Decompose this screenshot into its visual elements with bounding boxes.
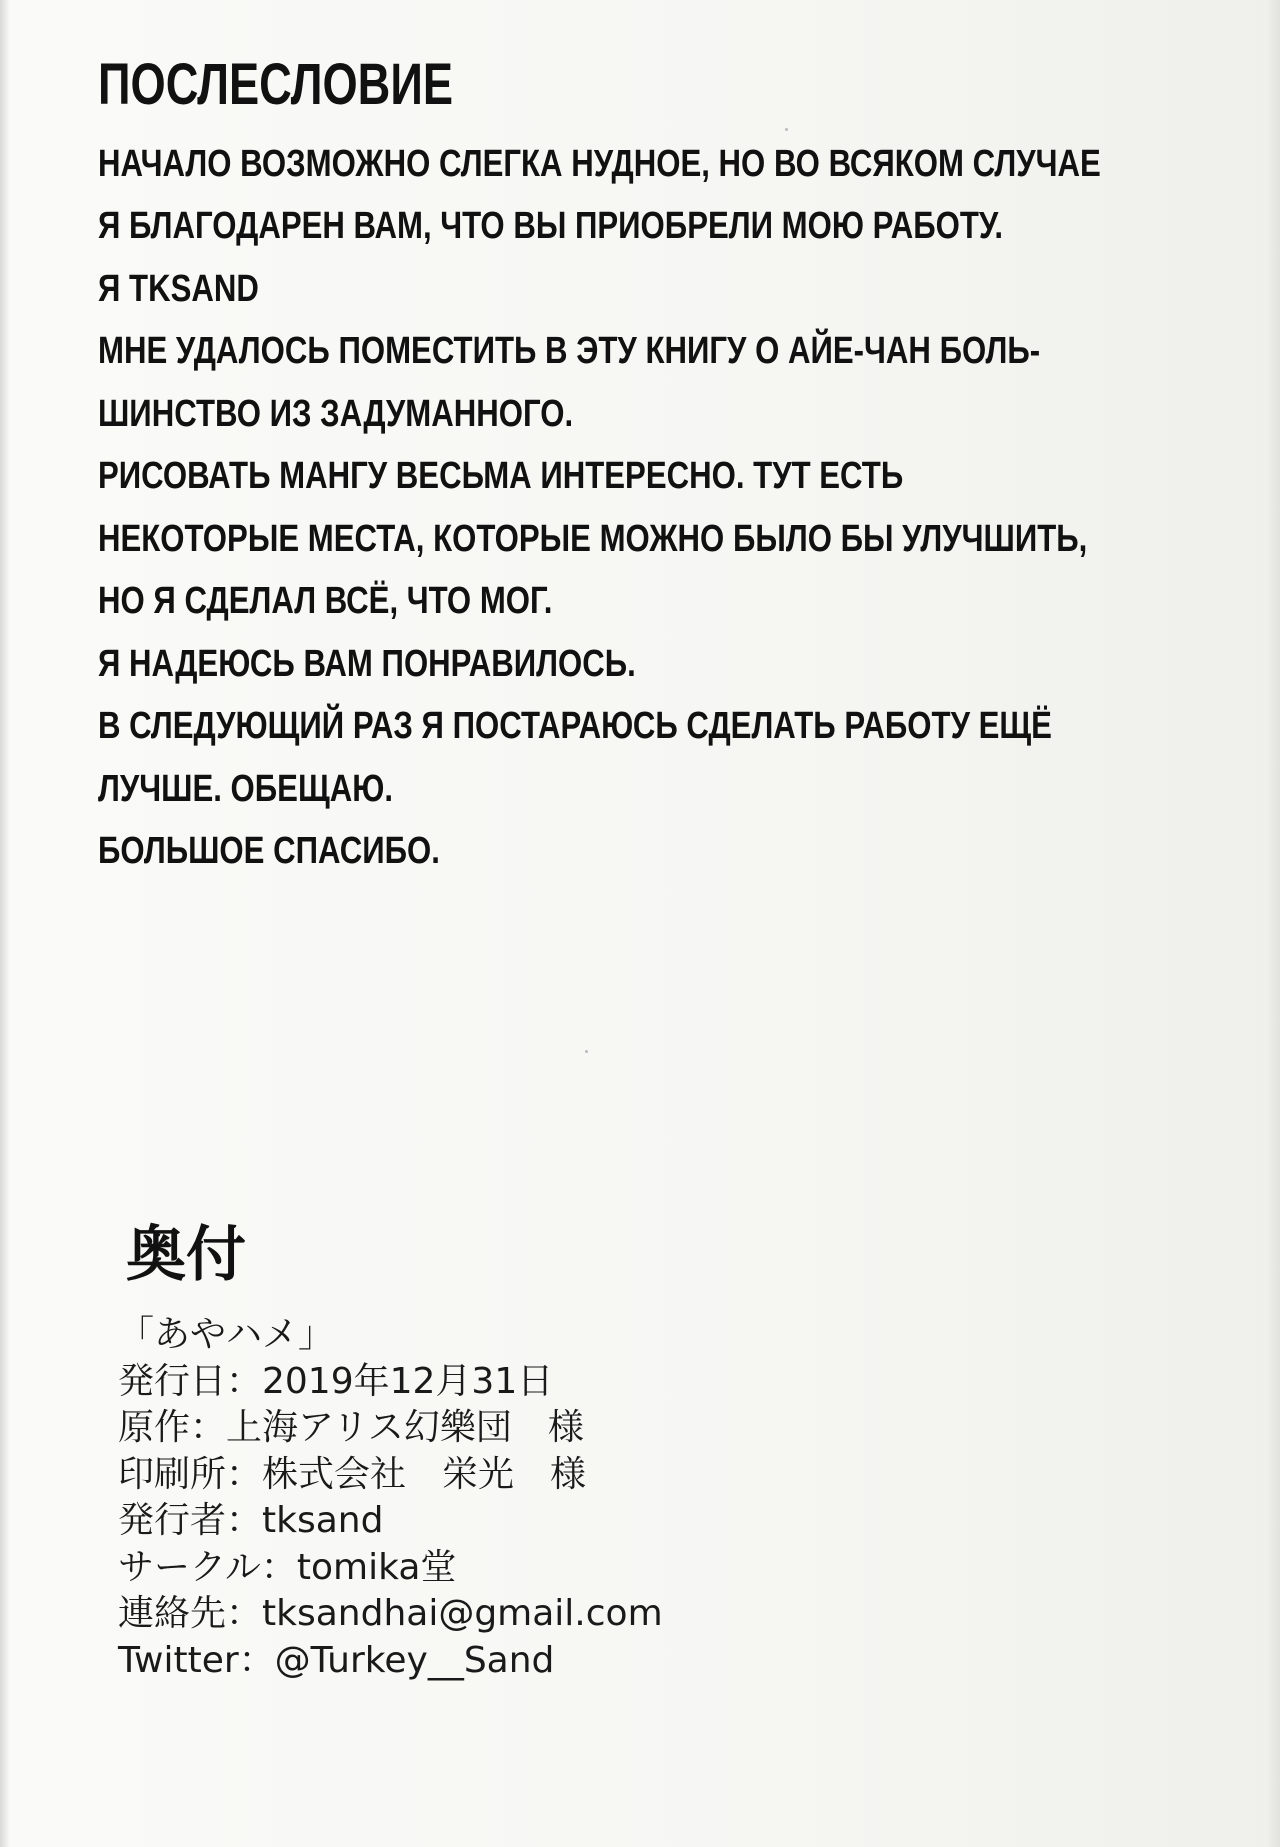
afterword-line: НЕКОТОРЫЕ МЕСТА, КОТОРЫЕ МОЖНО БЫЛО БЫ УЛУЧШИТЬ, — [98, 517, 1088, 560]
colophon-details — [118, 1312, 1018, 1684]
colophon-contact: 連絡先：tksandhai@gmail.com — [118, 1593, 663, 1634]
page-right-edge — [1266, 0, 1280, 1847]
afterword-line: НАЧАЛО ВОЗМОЖНО СЛЕГКА НУДНОЕ, НО ВО ВСЯКОМ СЛУЧАЕ — [98, 142, 1101, 185]
colophon-publisher: 発行者：tksand — [118, 1500, 384, 1541]
afterword-line: Я НАДЕЮСЬ ВАМ ПОНРАВИЛОСЬ. — [98, 642, 636, 685]
colophon-original-work: 原作：上海アリス幻樂団 様 — [118, 1407, 584, 1448]
colophon-circle: サークル：tomika堂 — [118, 1546, 457, 1588]
page-left-edge — [0, 0, 10, 1847]
colophon-book-title: 「あやハメ」 — [118, 1314, 335, 1355]
colophon-twitter: Twitter：@Turkey__Sand — [118, 1639, 555, 1681]
colophon-section — [118, 1222, 1018, 1684]
afterword-section — [98, 52, 1158, 883]
afterword-line: Я TKSAND — [98, 267, 259, 310]
paper-speck — [585, 1050, 588, 1053]
colophon-title: 奥付 — [126, 1220, 246, 1290]
afterword-line: БОЛЬШОЕ СПАСИБО. — [98, 830, 440, 873]
afterword-line: РИСОВАТЬ МАНГУ ВЕСЬМА ИНТЕРЕСНО. ТУТ ЕСТЬ — [98, 455, 904, 498]
afterword-line: В СЛЕДУЮЩИЙ РАЗ Я ПОСТАРАЮСЬ СДЕЛАТЬ РАБОТУ ЕЩЁ — [98, 705, 1052, 748]
afterword-line: ЛУЧШЕ. ОБЕЩАЮ. — [98, 767, 394, 810]
afterword-line: ШИНСТВО ИЗ ЗАДУМАННОГО. — [98, 392, 574, 435]
colophon-publish-date: 発行日：2019年12月31日 — [118, 1360, 554, 1402]
afterword-line: МНЕ УДАЛОСЬ ПОМЕСТИТЬ В ЭТУ КНИГУ О АЙЕ-ЧАН БОЛЬ- — [98, 330, 1041, 373]
afterword-line: НО Я СДЕЛАЛ ВСЁ, ЧТО МОГ. — [98, 580, 553, 623]
colophon-printer: 印刷所：株式会社 栄光 様 — [118, 1453, 587, 1495]
afterword-text — [98, 133, 1158, 883]
afterword-line: Я БЛАГОДАРЕН ВАМ, ЧТО ВЫ ПРИОБРЕЛИ МОЮ РАБОТУ. — [98, 205, 1004, 248]
afterword-title: ПОСЛЕСЛОВИЕ — [98, 52, 454, 117]
